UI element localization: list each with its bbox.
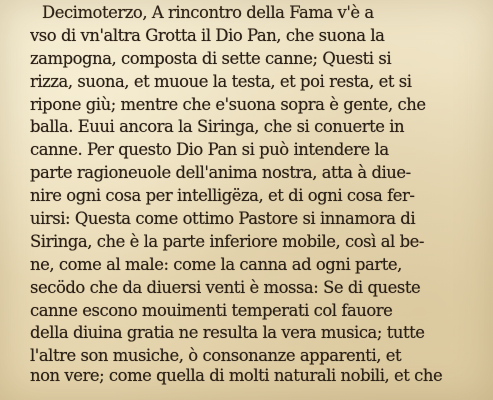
text-line-2: vso di vn'altra Grotta il Dio Pan, che suona la [30,25,385,45]
text-line-4: rizza, suona, et muoue la testa, et poi resta, et si [30,71,412,91]
text-line-15: della diuina gratia ne resulta la vera musica; tutte [30,323,425,343]
text-line-11: Siringa, che è la parte inferiore mobile, così al be- [30,231,424,251]
text-line-10: uirsi: Questa come ottimo Pastore si innamora di [30,209,416,229]
text-line-8: parte ragioneuole dell'anima nostra, atta à diue- [30,163,411,183]
text-line-5: ripone giù; mentre che e'suona sopra è gente, che [30,94,426,114]
text-line-12: ne, come al male: come la canna ad ogni parte, [30,254,402,274]
text-line-13: secödo che da diuersi venti è mossa: Se di queste [30,277,421,297]
body-text [30,2,493,388]
text-line-16: l'altre son musiche, ò consonanze apparenti, et [30,346,402,366]
text-line-7: canne. Per questo Dio Pan si può intendere la [30,140,389,160]
text-line-17: non vere; come quella di molti naturali nobili, et che [30,366,443,386]
text-line-1: Decimoterzo, A rincontro della Fama v'è a [42,3,374,22]
text-line-3: zampogna, composta di sette canne; Questi si [30,48,392,68]
text-line-14: canne escono mouimenti temperati col fauore [30,300,393,320]
text-line-9: nire ogni cosa per intelligëza, et di ogni cosa fer- [30,186,415,206]
text-line-6: balla. Euui ancora la Siringa, che si conuerte in [30,117,405,137]
